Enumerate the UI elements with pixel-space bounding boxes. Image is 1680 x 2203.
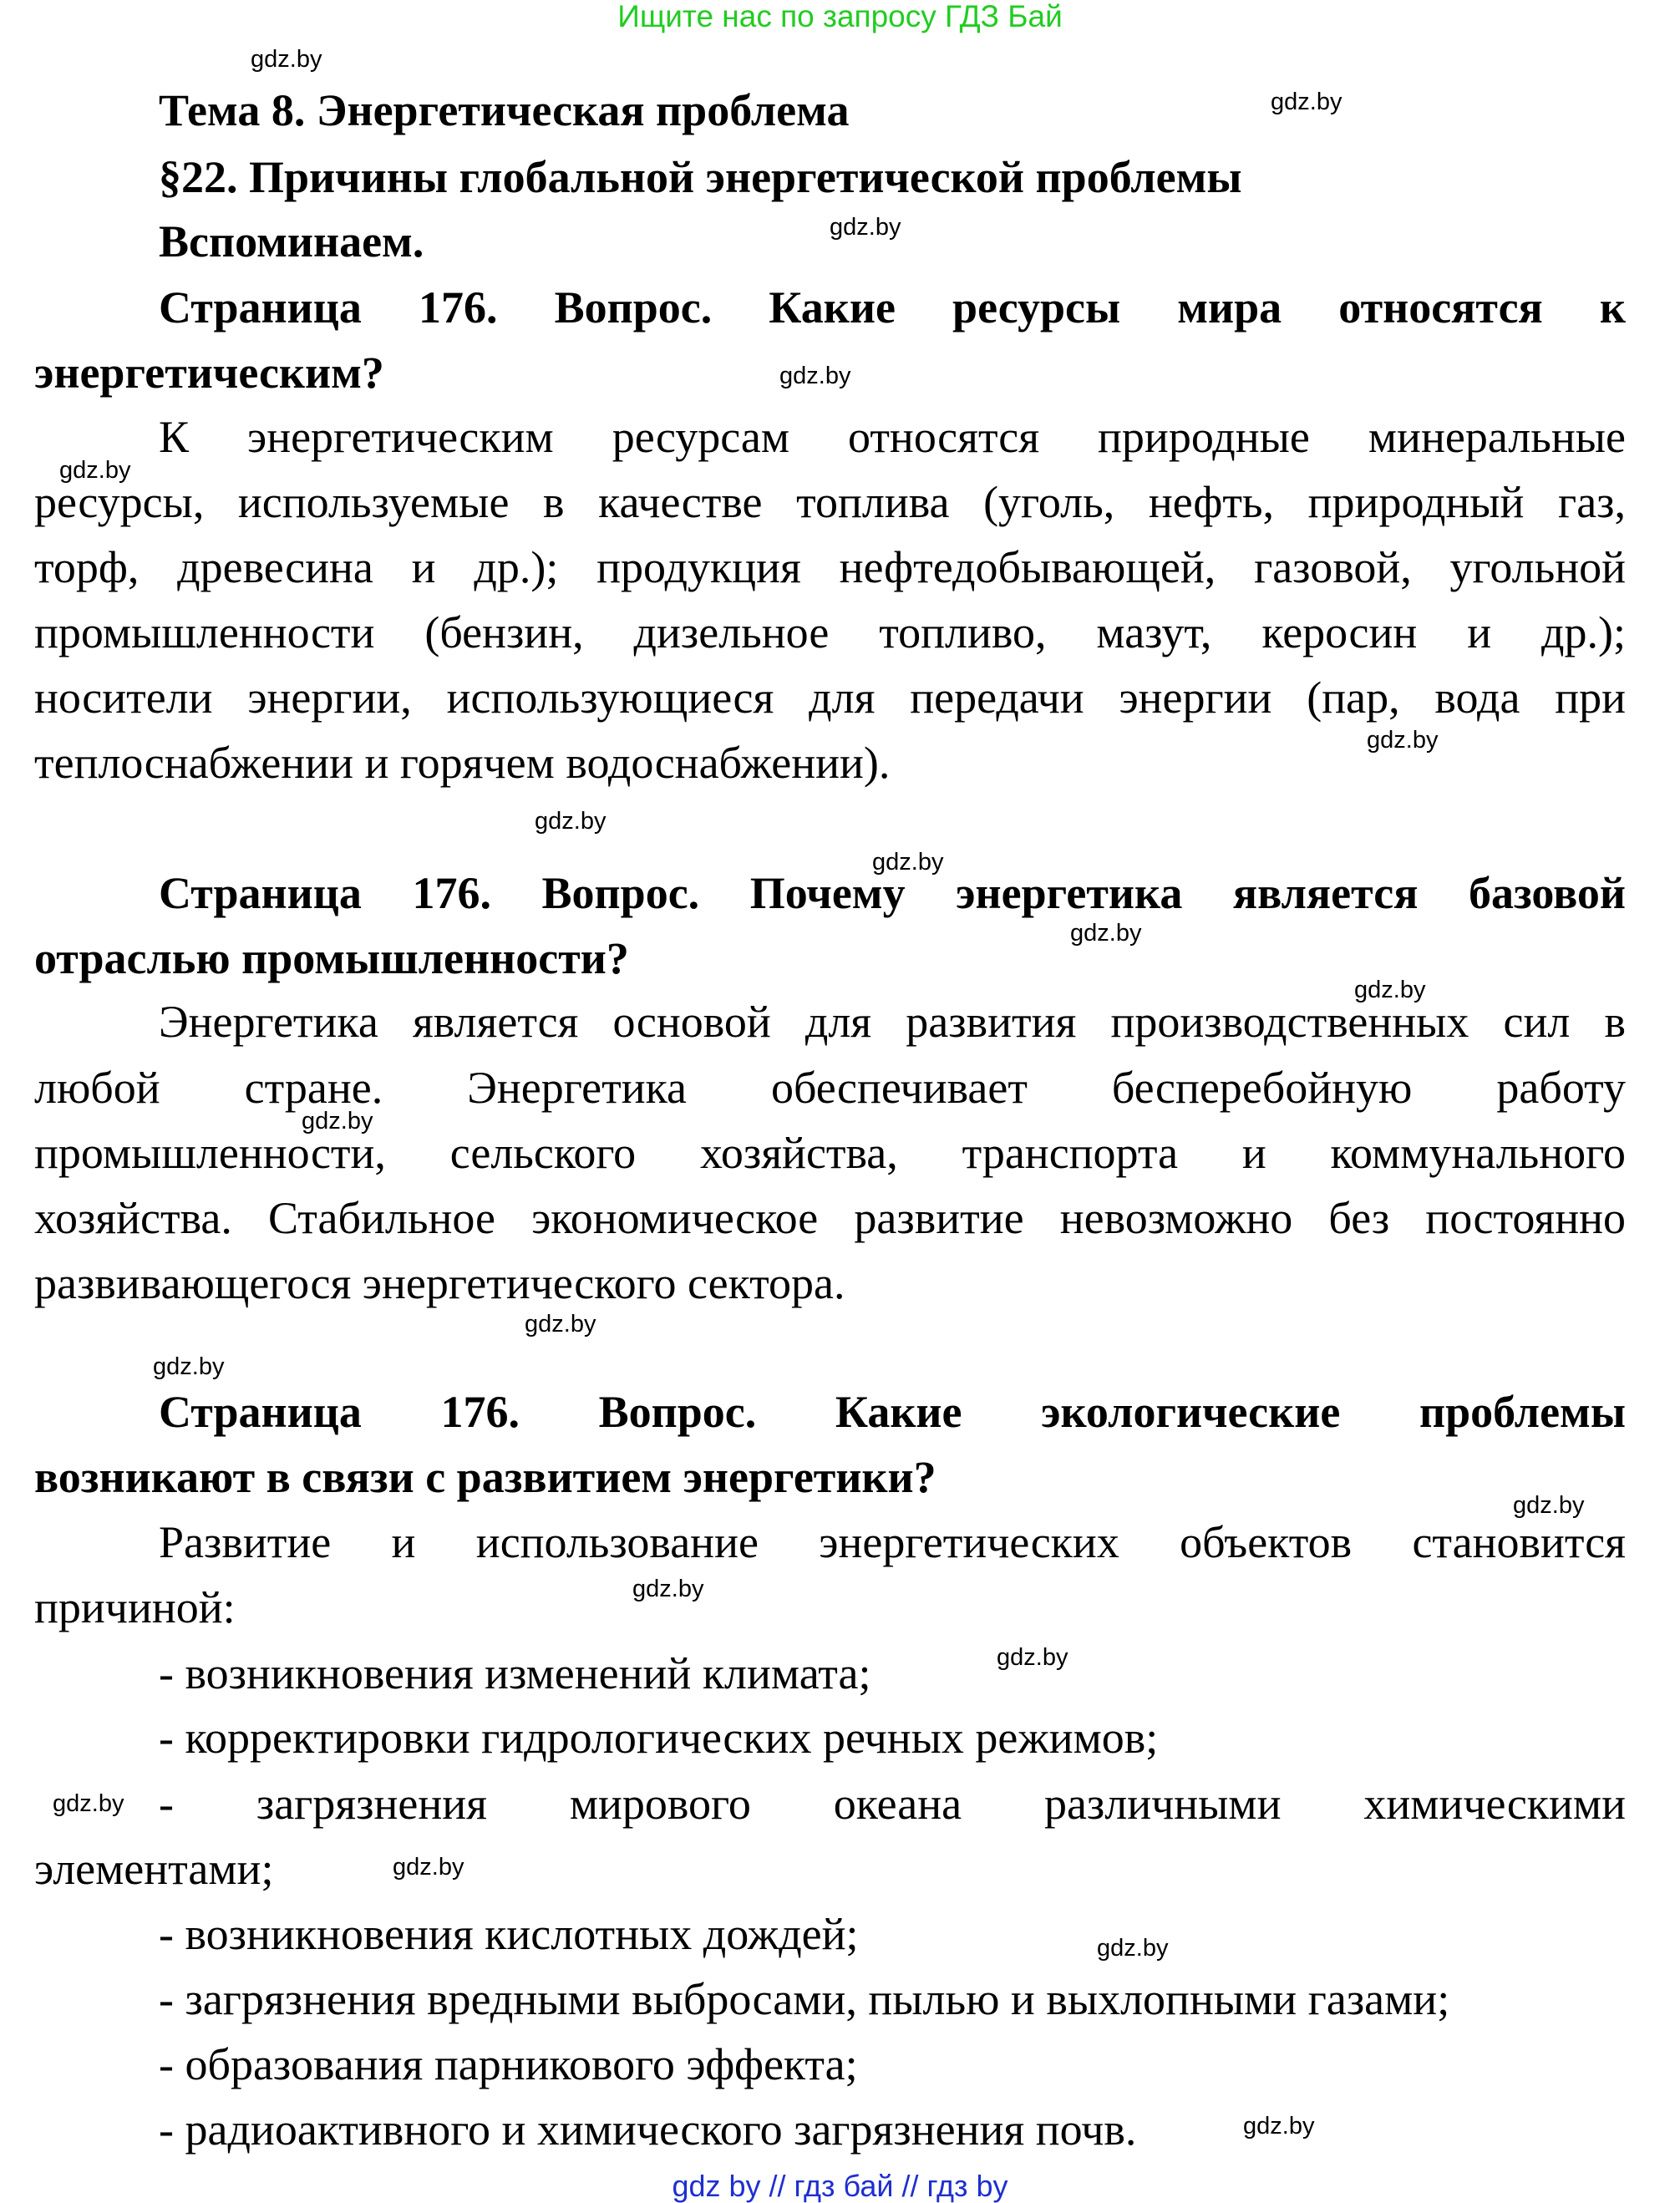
watermark: gdz.by [53,1790,124,1817]
list-item: - загрязнения вредными выбросами, пылью и выхлопными газами; [159,1974,1450,2024]
footer-links[interactable]: gdz by // гдз бай // гдз by [672,2169,1008,2203]
answer-line: хозяйства. Стабильное экономическое развитие невозможно без постоянно [34,1193,1626,1243]
watermark: gdz.by [1243,2113,1315,2140]
watermark: gdz.by [535,808,607,835]
watermark: gdz.by [872,849,944,876]
watermark: gdz.by [251,46,322,73]
watermark: gdz.by [302,1108,373,1134]
watermark: gdz.by [1097,1935,1169,1962]
watermark: gdz.by [997,1644,1068,1671]
answer-line: промышленности, сельского хозяйства, транспорта и коммунального [34,1128,1626,1178]
watermark: gdz.by [1271,89,1342,115]
list-item: - возникновения кислотных дождей; [159,1909,859,1959]
question-heading: возникают в связи с развитием энергетики? [34,1452,936,1502]
watermark: gdz.by [393,1854,464,1881]
watermark: gdz.by [830,214,901,241]
answer-line: причиной: [34,1582,236,1632]
section-title: Вспоминаем. [159,216,424,266]
question-heading: отраслью промышленности? [34,933,629,983]
watermark: gdz.by [525,1311,596,1338]
topic-title: Тема 8. Энергетическая проблема [159,85,850,135]
answer-line: промышленности (бензин, дизельное топливо, мазут, керосин и др.); [34,607,1626,657]
question-heading: Страница 176. Вопрос. Почему энергетика является базовой [159,868,1626,918]
answer-line: любой стране. Энергетика обеспечивает бесперебойную работу [34,1063,1626,1113]
answer-line: торф, древесина и др.); продукция нефтедобывающей, газовой, угольной [34,542,1626,592]
list-item: элементами; [34,1844,274,1894]
answer-line: Энергетика является основой для развития производственных сил в [159,997,1626,1047]
watermark: gdz.by [632,1576,704,1602]
watermark: gdz.by [59,457,131,484]
watermark: gdz.by [1070,920,1142,947]
answer-line: развивающегося энергетического сектора. [34,1258,845,1308]
watermark: gdz.by [153,1353,225,1380]
watermark: gdz.by [1513,1492,1585,1519]
question-heading: энергетическим? [34,348,384,398]
question-heading: Страница 176. Вопрос. Какие экологические проблемы [159,1387,1626,1437]
paragraph-title: §22. Причины глобальной энергетической проблемы [159,152,1242,202]
answer-line: ресурсы, используемые в качестве топлива (уголь, нефть, природный газ, [34,477,1626,527]
answer-line: теплоснабжении и горячем водоснабжении). [34,738,891,788]
watermark: gdz.by [1367,727,1439,754]
answer-line: К энергетическим ресурсам относятся природные минеральные [159,412,1626,462]
list-item: - образования парникового эффекта; [159,2039,858,2089]
answer-line: носители энергии, использующиеся для передачи энергии (пар, вода при [34,673,1626,723]
search-banner[interactable]: Ищите нас по запросу ГДЗ Бай [617,0,1063,33]
list-item: - возникновения изменений климата; [159,1648,871,1698]
list-item: - корректировки гидрологических речных режимов; [159,1713,1159,1763]
list-item: - загрязнения мирового океана различными химическими [159,1779,1626,1829]
list-item: - радиоактивного и химического загрязнения почв. [159,2104,1137,2155]
watermark: gdz.by [779,363,851,389]
answer-line: Развитие и использование энергетических объектов становится [159,1517,1626,1567]
watermark: gdz.by [1354,977,1426,1003]
question-heading: Страница 176. Вопрос. Какие ресурсы мира относятся к [159,282,1626,332]
